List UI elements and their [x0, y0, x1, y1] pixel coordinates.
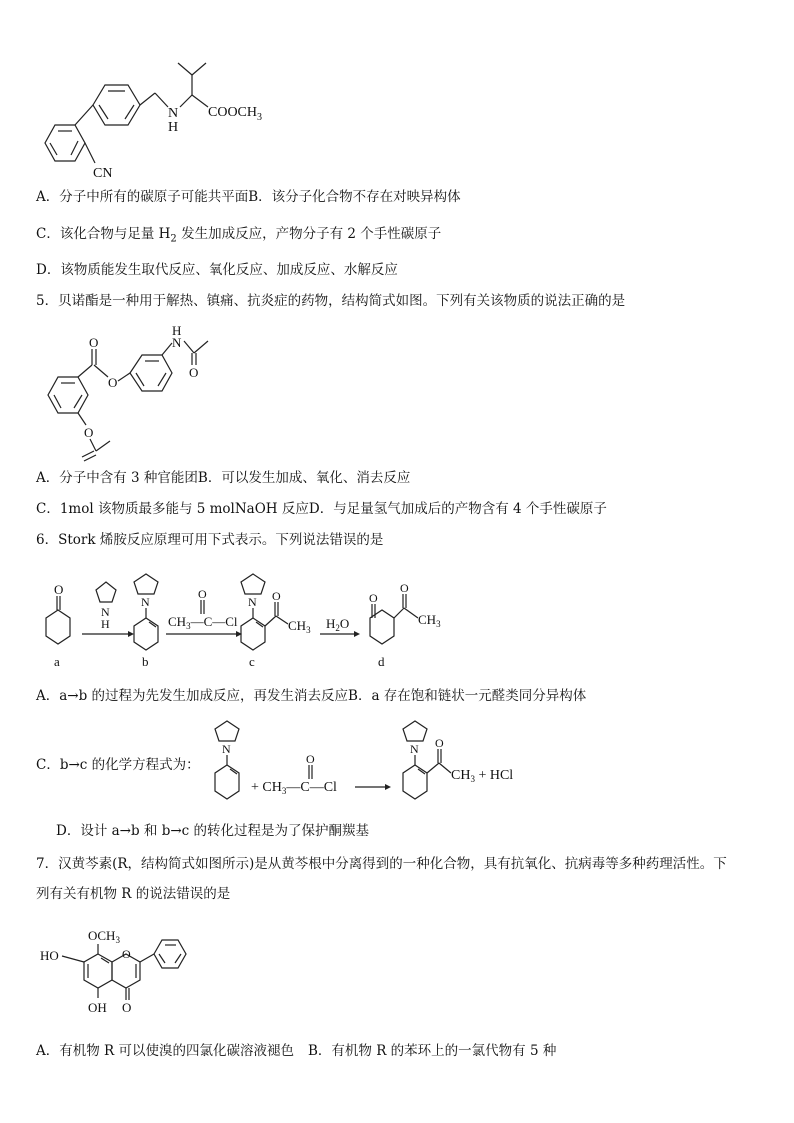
q6-option-d: D．设计 a→b 和 b→c 的转化过程是为了保护酮羰基 — [56, 823, 370, 839]
nh-h-label: H — [168, 120, 179, 135]
svg-text:CH3: $CH_3$ — [288, 618, 311, 635]
q6-stem: 6．Stork 烯胺反应原理可用下式表示。下列说法错误的是 — [36, 532, 384, 548]
q6-option-c: C．b→c 的化学方程式为： — [36, 757, 200, 773]
q4-option-d: D．该物质能发生取代反应、氧化反应、加成反应、水解反应 — [36, 262, 398, 278]
q5-options-cd — [36, 500, 607, 518]
q7-option-b: B．有机物 R 的苯环上的一氯代物有 5 种 — [308, 1043, 557, 1059]
q6-option-a: A．a→b 的过程为先发生加成反应，再发生消去反应 — [36, 688, 349, 704]
q7-stem-line1: 7．汉黄芩素(R，结构简式如图所示)是从黄芩根中分离得到的一种化合物，具有抗氧化、抗病毒等多种药理活性。下 — [36, 856, 727, 872]
svg-text:c: c — [249, 654, 255, 669]
cn-label: CN — [93, 166, 113, 181]
svg-text:O: O — [84, 425, 94, 440]
svg-text:O: O — [89, 335, 99, 350]
svg-text:H2O: $H_2O$ — [326, 616, 350, 633]
svg-text:OH: OH — [88, 1000, 107, 1015]
svg-text:O: O — [122, 947, 131, 961]
q7-structure — [38, 920, 218, 1030]
svg-text:O: O — [369, 591, 378, 605]
svg-text:d: d — [378, 654, 385, 669]
cooch3-label: $COOCH_3$ — [208, 105, 263, 123]
q5-stem: 5．贝诺酯是一种用于解热、镇痛、抗炎症的药物，结构简式如图。下列有关该物质的说法正确的是 — [36, 293, 626, 309]
q7-options-ab — [36, 1042, 556, 1060]
svg-text:CH3—C—Cl: $CH_3—C—Cl$ — [168, 614, 238, 631]
svg-text:CH3 + HCl: $CH_3$ + HCl — [451, 768, 514, 784]
svg-text:O: O — [122, 1000, 132, 1015]
svg-text:H: H — [101, 617, 110, 631]
q5-option-d: D．与足量氢气加成后的产物含有 4 个手性碳原子 — [308, 501, 607, 517]
q4-structure — [30, 55, 290, 185]
svg-text:O: O — [272, 589, 281, 603]
svg-text:HO: HO — [40, 948, 59, 963]
svg-text:H: H — [172, 323, 182, 338]
svg-text:O: O — [108, 375, 118, 390]
svg-text:N: N — [141, 595, 150, 609]
q6-reaction-scheme — [36, 560, 466, 675]
q6-option-b: B．a 存在饱和链状一元醛类同分异构体 — [348, 688, 587, 704]
q7-stem-line2: 列有关有机物 R 的说法错误的是 — [36, 886, 231, 902]
svg-text:a: a — [54, 654, 60, 669]
q4-option-b: B．该分子化合物不存在对映异构体 — [248, 189, 461, 205]
svg-text:N: N — [248, 595, 257, 609]
svg-text:CH3: $CH_3$ — [418, 612, 441, 629]
q5-option-c: C．1mol 该物质最多能与 5 molNaOH 反应 — [36, 501, 309, 517]
svg-text:N: N — [222, 742, 231, 756]
q5-options-ab — [36, 469, 410, 487]
svg-text:N: N — [101, 605, 110, 619]
q4-option-c: C．该化合物与足量 $H_2$ 发生加成反应，产物分子有 2 个手性碳原子 — [36, 226, 442, 245]
svg-text:O: O — [435, 736, 444, 750]
q7-option-a: A．有机物 R 可以使溴的四氯化碳溶液褪色 — [36, 1043, 294, 1059]
svg-text:OCH3: $OCH_3$ — [88, 928, 120, 945]
svg-text:+ CH3—C—Cl: + $CH_3—C—Cl$ — [251, 780, 337, 796]
svg-text:O: O — [306, 752, 315, 766]
q5-option-a: A．分子中含有 3 种官能团 — [36, 470, 198, 486]
q4-option-a: A．分子中所有的碳原子可能共平面 — [36, 189, 249, 205]
svg-text:N: N — [172, 335, 182, 350]
svg-text:O: O — [189, 365, 199, 380]
svg-text:N: N — [410, 742, 419, 756]
q6-equation — [205, 715, 545, 815]
q6-options-ab — [36, 687, 586, 705]
svg-text:O: O — [400, 581, 409, 595]
q5-structure — [38, 325, 238, 465]
svg-text:O: O — [198, 587, 207, 601]
nh-n-label: N — [168, 106, 179, 121]
svg-text:O: O — [54, 582, 64, 597]
q4-options-ab — [36, 188, 461, 206]
svg-text:b: b — [142, 654, 149, 669]
q5-option-b: B．可以发生加成、氧化、消去反应 — [197, 470, 411, 486]
